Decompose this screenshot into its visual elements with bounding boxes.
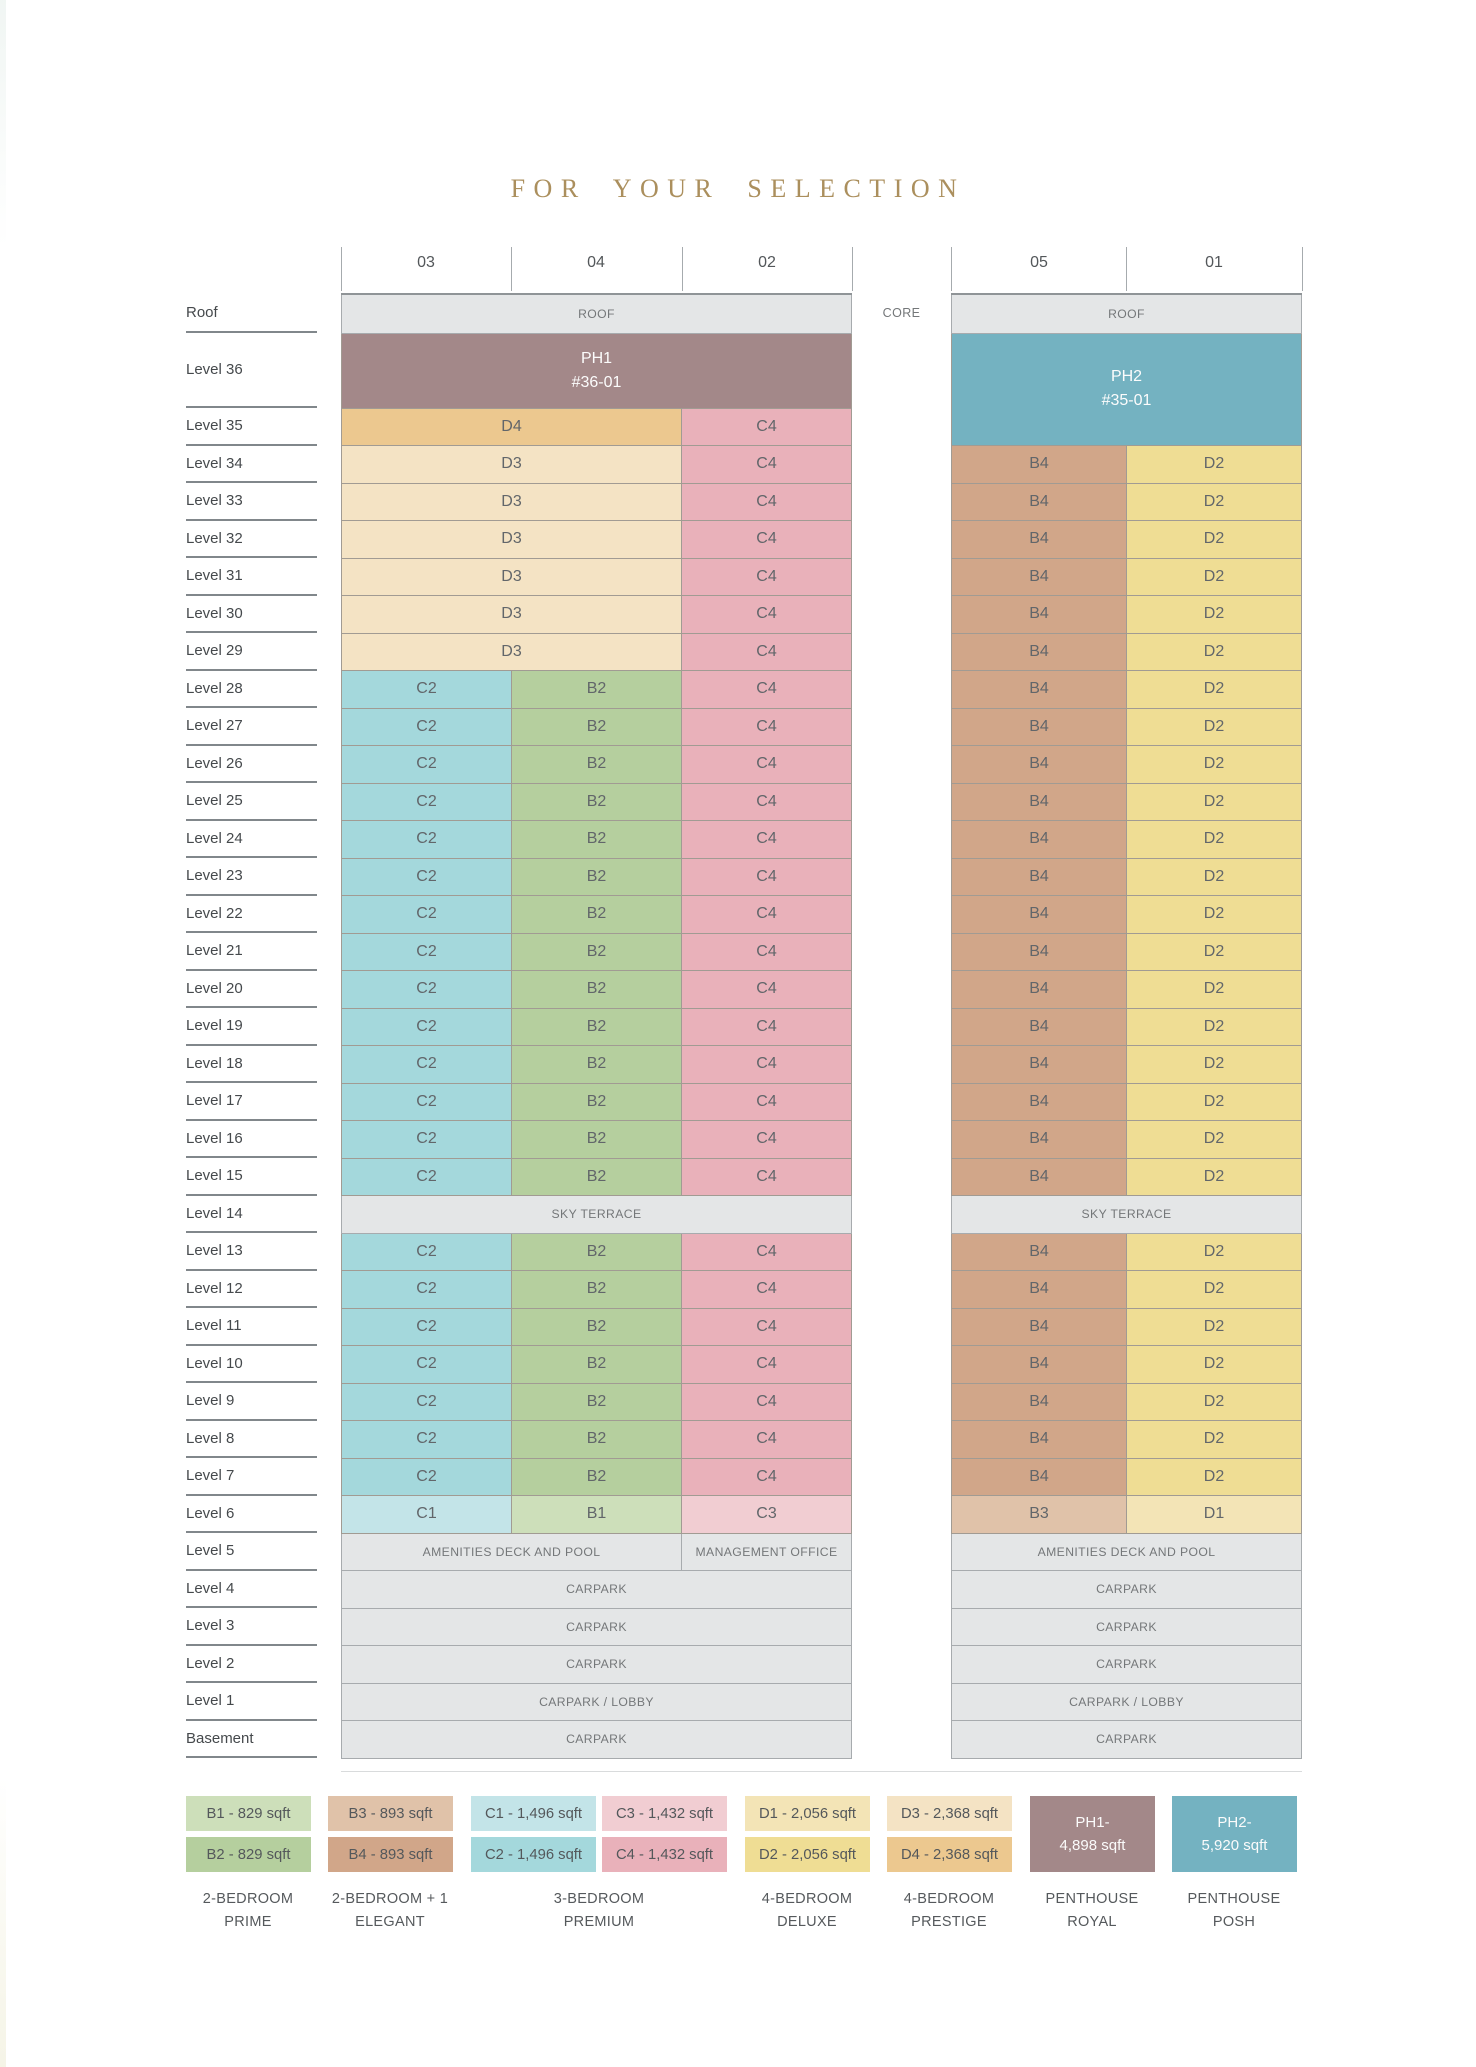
- unit-cell-c4[interactable]: C4: [682, 446, 852, 484]
- unit-cell-c2[interactable]: C2: [342, 746, 512, 784]
- unit-cell-c4[interactable]: C4: [682, 896, 852, 934]
- level-label: Level 11: [186, 1317, 242, 1335]
- unit-cell-c2[interactable]: C2: [342, 1421, 512, 1459]
- unit-cell-c4[interactable]: C4: [682, 1008, 852, 1046]
- column-tick: [852, 247, 853, 291]
- unit-cell-d2[interactable]: D2: [1127, 1046, 1302, 1084]
- facility-cell: SKY TERRACE: [952, 1196, 1302, 1234]
- level-label: Level 25: [186, 792, 243, 810]
- level-label: Level 32: [186, 529, 243, 547]
- level-label: Basement: [186, 1729, 254, 1747]
- unit-cell-ph1[interactable]: [342, 333, 852, 408]
- level-label: Level 34: [186, 454, 243, 472]
- facility-cell: CARPARK: [952, 1608, 1302, 1646]
- legend-item-code: PH1-: [1075, 1814, 1110, 1831]
- unit-cell-d2[interactable]: D2: [1127, 1233, 1302, 1271]
- unit-cell-b2[interactable]: B2: [512, 896, 682, 934]
- facility-cell: CARPARK: [952, 1571, 1302, 1609]
- unit-cell-d1[interactable]: D1: [1127, 1496, 1302, 1534]
- legend-category-line: POSH: [1212, 1913, 1256, 1930]
- unit-cell-d2[interactable]: D2: [1127, 858, 1302, 896]
- unit-cell-b4[interactable]: B4: [952, 896, 1127, 934]
- legend-item-area: 4,898 sqft: [1059, 1837, 1126, 1854]
- unit-cell-d2[interactable]: D2: [1127, 446, 1302, 484]
- unit-cell-c2[interactable]: C2: [342, 896, 512, 934]
- grid-shadow-line: [341, 1771, 1302, 1772]
- unit-cell-b2[interactable]: B2: [512, 783, 682, 821]
- unit-cell-c4[interactable]: C4: [682, 671, 852, 709]
- unit-cell-ph2[interactable]: [952, 333, 1302, 446]
- unit-cell-c2[interactable]: C2: [342, 1383, 512, 1421]
- legend-item-d4: D4 - 2,368 sqft: [887, 1837, 1012, 1872]
- unit-cell-c4[interactable]: C4: [682, 1383, 852, 1421]
- unit-cell-b4[interactable]: B4: [952, 1158, 1127, 1196]
- unit-cell-d2[interactable]: D2: [1127, 596, 1302, 634]
- legend-item-code: PH2-: [1217, 1814, 1252, 1831]
- level-label: Level 8: [186, 1429, 235, 1447]
- unit-cell-d3[interactable]: D3: [342, 633, 682, 671]
- level-label: Level 15: [186, 1167, 243, 1185]
- column-header-03: 03: [417, 254, 435, 271]
- level-label: Level 18: [186, 1054, 243, 1072]
- unit-cell-c4[interactable]: C4: [682, 1308, 852, 1346]
- unit-cell-d2[interactable]: D2: [1127, 1308, 1302, 1346]
- unit-cell-c4[interactable]: C4: [682, 858, 852, 896]
- facility-cell: CARPARK / LOBBY: [952, 1683, 1302, 1721]
- legend-category-line: DELUXE: [777, 1913, 837, 1930]
- level-label: Level 2: [186, 1654, 235, 1672]
- unit-cell-c2[interactable]: C2: [342, 1083, 512, 1121]
- legend-category-line: 2-BEDROOM + 1: [331, 1891, 449, 1907]
- unit-cell-c4[interactable]: C4: [682, 1271, 852, 1309]
- unit-code: PH1: [580, 349, 613, 367]
- level-label: Level 24: [186, 829, 243, 847]
- unit-cell-d2[interactable]: D2: [1127, 1346, 1302, 1384]
- level-label: Level 20: [186, 979, 243, 997]
- unit-cell-d2[interactable]: D2: [1127, 783, 1302, 821]
- level-label: Level 33: [186, 492, 243, 510]
- level-label: Level 14: [186, 1204, 243, 1222]
- unit-cell-d2[interactable]: D2: [1127, 1421, 1302, 1459]
- legend-item-d1: D1 - 2,056 sqft: [745, 1796, 870, 1831]
- unit-cell-b4[interactable]: B4: [952, 446, 1127, 484]
- unit-cell-d3[interactable]: D3: [342, 521, 682, 559]
- unit-cell-b4[interactable]: B4: [952, 633, 1127, 671]
- level-label: Level 27: [186, 717, 243, 735]
- unit-cell-d2[interactable]: D2: [1127, 746, 1302, 784]
- unit-cell-b4[interactable]: B4: [952, 1233, 1127, 1271]
- unit-cell-c4[interactable]: C4: [682, 783, 852, 821]
- unit-code: PH2: [1110, 368, 1143, 386]
- unit-cell-b1[interactable]: B1: [512, 1496, 682, 1534]
- unit-cell-b2[interactable]: B2: [512, 708, 682, 746]
- legend-item-ph2: [1172, 1796, 1297, 1872]
- unit-cell-b4[interactable]: B4: [952, 521, 1127, 559]
- unit-cell-c2[interactable]: C2: [342, 858, 512, 896]
- unit-cell-c2[interactable]: C2: [342, 933, 512, 971]
- level-label: Roof: [186, 304, 218, 321]
- unit-cell-b2[interactable]: B2: [512, 1121, 682, 1159]
- unit-cell-d2[interactable]: D2: [1127, 633, 1302, 671]
- unit-cell-b4[interactable]: B4: [952, 483, 1127, 521]
- unit-cell-b2[interactable]: B2: [512, 1458, 682, 1496]
- unit-cell-b2[interactable]: B2: [512, 971, 682, 1009]
- unit-cell-b2[interactable]: B2: [512, 1421, 682, 1459]
- level-label: Level 6: [186, 1504, 235, 1522]
- legend-category-line: ELEGANT: [355, 1913, 425, 1930]
- level-label: Level 5: [186, 1542, 235, 1560]
- level-label: Level 28: [186, 679, 243, 697]
- column-tick: [1302, 247, 1303, 291]
- unit-cell-b4[interactable]: B4: [952, 671, 1127, 709]
- unit-cell-b4[interactable]: B4: [952, 1421, 1127, 1459]
- unit-cell-b2[interactable]: B2: [512, 1271, 682, 1309]
- level-label: Level 12: [186, 1279, 243, 1297]
- unit-cell-c4[interactable]: C4: [682, 933, 852, 971]
- unit-cell-b2[interactable]: B2: [512, 1008, 682, 1046]
- unit-cell-b4[interactable]: B4: [952, 558, 1127, 596]
- unit-cell-b3[interactable]: B3: [952, 1496, 1127, 1534]
- stack-table-right: [951, 293, 1302, 1759]
- level-label: Level 13: [186, 1242, 243, 1260]
- level-label: Level 22: [186, 904, 243, 922]
- legend-item-ph1: [1030, 1796, 1155, 1872]
- unit-number: #36-01: [571, 373, 622, 391]
- level-label: Level 35: [186, 417, 243, 435]
- unit-cell-d2[interactable]: D2: [1127, 708, 1302, 746]
- column-tick: [682, 247, 683, 291]
- unit-cell-c4[interactable]: C4: [682, 408, 852, 446]
- legend-category-line: 3-BEDROOM: [553, 1891, 645, 1907]
- column-tick: [341, 247, 342, 291]
- unit-cell-b2[interactable]: B2: [512, 1383, 682, 1421]
- legend-item-d2: D2 - 2,056 sqft: [745, 1837, 870, 1872]
- unit-cell-b4[interactable]: B4: [952, 1271, 1127, 1309]
- unit-cell-b2[interactable]: B2: [512, 1158, 682, 1196]
- unit-cell-c4[interactable]: C4: [682, 1046, 852, 1084]
- level-label: Level 7: [186, 1467, 235, 1485]
- unit-cell-c2[interactable]: C2: [342, 1458, 512, 1496]
- unit-cell-c4[interactable]: C4: [682, 708, 852, 746]
- unit-cell-b4[interactable]: B4: [952, 1008, 1127, 1046]
- unit-cell-b2[interactable]: B2: [512, 1308, 682, 1346]
- facility-cell: CARPARK: [342, 1608, 852, 1646]
- legend-category-label: [1124, 1888, 1344, 1933]
- unit-cell-c2[interactable]: C2: [342, 821, 512, 859]
- unit-cell-d2[interactable]: D2: [1127, 971, 1302, 1009]
- column-tick: [1126, 247, 1127, 291]
- legend-item-area: 5,920 sqft: [1201, 1837, 1268, 1854]
- unit-cell-b4[interactable]: B4: [952, 971, 1127, 1009]
- level-label: Level 1: [186, 1692, 235, 1710]
- facility-cell: CARPARK: [342, 1571, 852, 1609]
- facility-cell: SKY TERRACE: [342, 1196, 852, 1234]
- legend-item-b1: B1 - 829 sqft: [186, 1796, 311, 1831]
- level-label: Level 26: [186, 754, 243, 772]
- unit-cell-c4[interactable]: C4: [682, 821, 852, 859]
- unit-cell-d2[interactable]: D2: [1127, 558, 1302, 596]
- unit-cell-b4[interactable]: B4: [952, 1308, 1127, 1346]
- unit-cell-b4[interactable]: B4: [952, 933, 1127, 971]
- stack-table-left: [341, 293, 852, 1759]
- unit-cell-c4[interactable]: C4: [682, 633, 852, 671]
- unit-cell-b4[interactable]: B4: [952, 1121, 1127, 1159]
- legend-item-c4: C4 - 1,432 sqft: [602, 1837, 727, 1872]
- level-label: Level 17: [186, 1092, 243, 1110]
- legend-category-label: [280, 1888, 500, 1933]
- facility-cell: AMENITIES DECK AND POOL: [952, 1533, 1302, 1571]
- unit-cell-b2[interactable]: B2: [512, 1083, 682, 1121]
- column-tick: [951, 247, 952, 291]
- unit-cell-b4[interactable]: B4: [952, 1346, 1127, 1384]
- unit-cell-b2[interactable]: B2: [512, 858, 682, 896]
- legend-item-c3: C3 - 1,432 sqft: [602, 1796, 727, 1831]
- legend-item-c2: C2 - 1,496 sqft: [471, 1837, 596, 1872]
- legend-category-line: PENTHOUSE: [1045, 1891, 1139, 1907]
- unit-cell-c4[interactable]: C4: [682, 1458, 852, 1496]
- unit-cell-d3[interactable]: D3: [342, 596, 682, 634]
- unit-cell-c4[interactable]: C4: [682, 1421, 852, 1459]
- facility-cell: AMENITIES DECK AND POOL: [342, 1533, 682, 1571]
- level-label: Level 23: [186, 867, 243, 885]
- facility-cell: MANAGEMENT OFFICE: [682, 1533, 852, 1571]
- unit-cell-b2[interactable]: B2: [512, 1046, 682, 1084]
- level-label: Level 36: [186, 361, 243, 378]
- unit-cell-c4[interactable]: C4: [682, 1233, 852, 1271]
- unit-cell-c3[interactable]: C3: [682, 1496, 852, 1534]
- unit-cell-b2[interactable]: B2: [512, 933, 682, 971]
- unit-cell-c2[interactable]: C2: [342, 783, 512, 821]
- unit-cell-c2[interactable]: C2: [342, 671, 512, 709]
- level-label: Level 16: [186, 1129, 243, 1147]
- unit-cell-b4[interactable]: B4: [952, 1083, 1127, 1121]
- unit-cell-b4[interactable]: B4: [952, 1046, 1127, 1084]
- unit-cell-b4[interactable]: B4: [952, 783, 1127, 821]
- facility-cell: ROOF: [952, 294, 1302, 333]
- unit-cell-c4[interactable]: C4: [682, 521, 852, 559]
- core-cell: CORE: [852, 293, 951, 332]
- unit-cell-d2[interactable]: D2: [1127, 1271, 1302, 1309]
- unit-cell-b4[interactable]: B4: [952, 858, 1127, 896]
- level-label: Level 9: [186, 1392, 235, 1410]
- facility-cell: CARPARK / LOBBY: [342, 1683, 852, 1721]
- unit-cell-d2[interactable]: D2: [1127, 896, 1302, 934]
- unit-cell-c4[interactable]: C4: [682, 746, 852, 784]
- level-separator: [186, 1756, 317, 1758]
- level-label: Level 10: [186, 1354, 243, 1372]
- legend-category-line: 4-BEDROOM: [761, 1891, 853, 1907]
- unit-cell-d2[interactable]: D2: [1127, 1083, 1302, 1121]
- page-title: FOR YOUR SELECTION: [510, 174, 966, 203]
- page-edge-decoration: [0, 0, 6, 2067]
- unit-cell-b4[interactable]: B4: [952, 1458, 1127, 1496]
- facility-cell: CARPARK: [952, 1646, 1302, 1684]
- legend-category-line: ROYAL: [1067, 1913, 1117, 1930]
- unit-cell-b4[interactable]: B4: [952, 596, 1127, 634]
- unit-cell-b2[interactable]: B2: [512, 1346, 682, 1384]
- unit-cell-b2[interactable]: B2: [512, 1233, 682, 1271]
- unit-cell-c4[interactable]: C4: [682, 1083, 852, 1121]
- unit-cell-d3[interactable]: D3: [342, 558, 682, 596]
- legend-category-line: PRESTIGE: [911, 1913, 987, 1930]
- unit-cell-d2[interactable]: D2: [1127, 1458, 1302, 1496]
- unit-cell-c2[interactable]: C2: [342, 1046, 512, 1084]
- unit-cell-d2[interactable]: D2: [1127, 1383, 1302, 1421]
- unit-number: #35-01: [1101, 392, 1152, 410]
- facility-cell: CARPARK: [342, 1646, 852, 1684]
- unit-cell-c4[interactable]: C4: [682, 558, 852, 596]
- column-header-05: 05: [1030, 254, 1048, 271]
- unit-cell-d2[interactable]: D2: [1127, 1121, 1302, 1159]
- legend-category-line: 4-BEDROOM: [903, 1891, 995, 1907]
- column-tick: [511, 247, 512, 291]
- unit-cell-c2[interactable]: C2: [342, 1121, 512, 1159]
- level-label: Level 31: [186, 567, 243, 585]
- unit-cell-b4[interactable]: B4: [952, 746, 1127, 784]
- unit-cell-c4[interactable]: C4: [682, 1346, 852, 1384]
- unit-cell-b4[interactable]: B4: [952, 821, 1127, 859]
- unit-cell-d3[interactable]: D3: [342, 483, 682, 521]
- unit-cell-d4[interactable]: D4: [342, 408, 682, 446]
- unit-cell-c4[interactable]: C4: [682, 971, 852, 1009]
- column-header-02: 02: [758, 254, 776, 271]
- level-label: Level 19: [186, 1017, 243, 1035]
- unit-cell-c4[interactable]: C4: [682, 1121, 852, 1159]
- unit-cell-b2[interactable]: B2: [512, 671, 682, 709]
- legend-category-line: PREMIUM: [563, 1913, 635, 1930]
- unit-cell-c2[interactable]: C2: [342, 1008, 512, 1046]
- legend-item-b3: B3 - 893 sqft: [328, 1796, 453, 1831]
- level-label: Level 4: [186, 1579, 235, 1597]
- unit-cell-d2[interactable]: D2: [1127, 1158, 1302, 1196]
- facility-cell: ROOF: [342, 294, 852, 333]
- unit-cell-c4[interactable]: C4: [682, 1158, 852, 1196]
- unit-cell-c2[interactable]: C2: [342, 1346, 512, 1384]
- unit-cell-b4[interactable]: B4: [952, 1383, 1127, 1421]
- legend-item-b2: B2 - 829 sqft: [186, 1837, 311, 1872]
- legend-category-label: [489, 1888, 709, 1933]
- legend-item-c1: C1 - 1,496 sqft: [471, 1796, 596, 1831]
- column-header-04: 04: [587, 254, 605, 271]
- unit-cell-d2[interactable]: D2: [1127, 933, 1302, 971]
- legend-category-line: PRIME: [224, 1913, 272, 1930]
- facility-cell: CARPARK: [952, 1721, 1302, 1759]
- unit-cell-c2[interactable]: C2: [342, 1158, 512, 1196]
- facility-cell: CARPARK: [342, 1721, 852, 1759]
- unit-cell-d2[interactable]: D2: [1127, 521, 1302, 559]
- unit-cell-d2[interactable]: D2: [1127, 1008, 1302, 1046]
- unit-cell-c1[interactable]: C1: [342, 1496, 512, 1534]
- unit-cell-c2[interactable]: C2: [342, 971, 512, 1009]
- unit-cell-d2[interactable]: D2: [1127, 821, 1302, 859]
- unit-cell-d2[interactable]: D2: [1127, 671, 1302, 709]
- unit-cell-d2[interactable]: D2: [1127, 483, 1302, 521]
- unit-cell-c2[interactable]: C2: [342, 1271, 512, 1309]
- column-header-01: 01: [1205, 254, 1223, 271]
- level-label: Level 30: [186, 604, 243, 622]
- legend-item-b4: B4 - 893 sqft: [328, 1837, 453, 1872]
- legend-item-d3: D3 - 2,368 sqft: [887, 1796, 1012, 1831]
- unit-cell-c4[interactable]: C4: [682, 483, 852, 521]
- unit-cell-c2[interactable]: C2: [342, 1233, 512, 1271]
- unit-cell-b2[interactable]: B2: [512, 821, 682, 859]
- unit-cell-c2[interactable]: C2: [342, 708, 512, 746]
- unit-cell-c4[interactable]: C4: [682, 596, 852, 634]
- level-label: Level 21: [186, 942, 243, 960]
- level-label: Level 29: [186, 642, 243, 660]
- unit-cell-b4[interactable]: B4: [952, 708, 1127, 746]
- unit-cell-b2[interactable]: B2: [512, 746, 682, 784]
- unit-cell-d3[interactable]: D3: [342, 446, 682, 484]
- level-label: Level 3: [186, 1617, 235, 1635]
- unit-cell-c2[interactable]: C2: [342, 1308, 512, 1346]
- legend-category-line: 2-BEDROOM: [202, 1891, 294, 1907]
- legend-category-line: PENTHOUSE: [1187, 1891, 1281, 1907]
